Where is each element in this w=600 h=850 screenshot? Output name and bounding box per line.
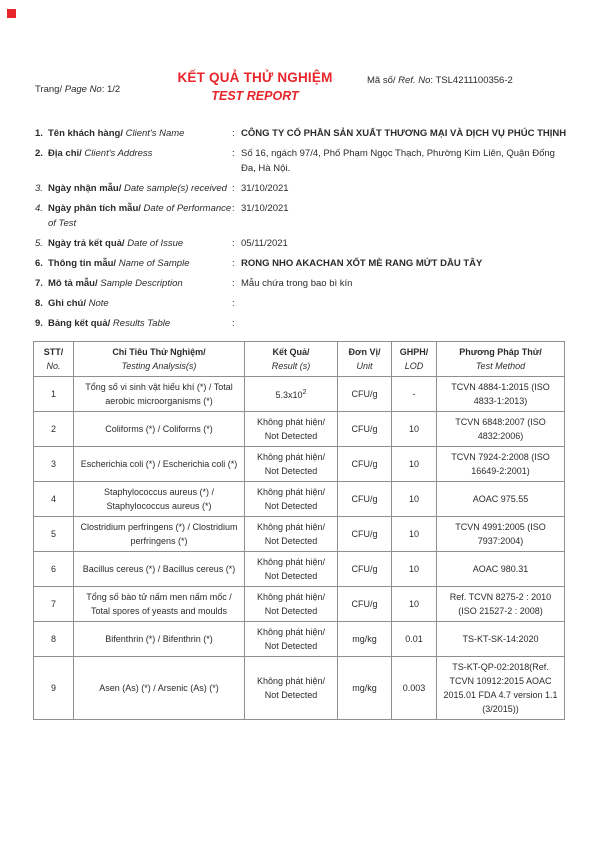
note-value: [241, 296, 570, 311]
page-number: [35, 84, 120, 95]
cell-analysis: Coliforms (*) / Coliforms (*): [74, 412, 245, 447]
cell-unit: CFU/g: [338, 447, 392, 482]
date-issue-value: 05/11/2021: [241, 238, 288, 249]
cell-method: TS-KT-QP-02:2018(Ref. TCVN 10912:2015 AOAC 2015.01 FDA 4.7 version 1.1 (3/2015)): [437, 657, 565, 720]
cell-analysis: Escherichia coli (*) / Escherichia coli (*): [74, 447, 245, 482]
table-row: [34, 412, 565, 447]
date-received-value: 31/10/2021: [241, 183, 289, 194]
item-number: 9.: [35, 318, 43, 329]
cell-unit: CFU/g: [338, 482, 392, 517]
cell-no: 9: [34, 657, 74, 720]
cell-result: Không phát hiện/ Not Detected: [245, 482, 338, 517]
col-header-unit: Đơn Vị/ Unit: [338, 342, 392, 377]
cell-no: 7: [34, 587, 74, 622]
cell-analysis: Bacillus cereus (*) / Bacillus cereus (*): [74, 552, 245, 587]
table-row: [34, 587, 565, 622]
ref-value: : TSL4211100356-2: [430, 75, 513, 86]
cell-result: Không phát hiện/ Not Detected: [245, 447, 338, 482]
info-row-date-performance: [35, 201, 570, 231]
table-row: [34, 517, 565, 552]
item-label: Thông tin mẫu/ Name of Sample: [48, 258, 190, 269]
cell-analysis: Bifenthrin (*) / Bifenthrin (*): [74, 622, 245, 657]
report-header: [0, 0, 600, 126]
colon: :: [232, 318, 235, 329]
cell-no: 6: [34, 552, 74, 587]
cell-lod: 10: [392, 587, 437, 622]
cell-result: Không phát hiện/ Not Detected: [245, 552, 338, 587]
results-table: [33, 341, 565, 720]
cell-unit: CFU/g: [338, 552, 392, 587]
cell-lod: 0.01: [392, 622, 437, 657]
cell-unit: mg/kg: [338, 622, 392, 657]
cell-method: TCVN 4991:2005 (ISO 7937:2004): [437, 517, 565, 552]
ref-number: [367, 75, 513, 86]
cell-unit: CFU/g: [338, 412, 392, 447]
item-number: 3.: [35, 183, 43, 194]
table-row: [34, 377, 565, 412]
cell-method: AOAC 980.31: [437, 552, 565, 587]
item-number: 8.: [35, 298, 43, 309]
table-row: [34, 447, 565, 482]
cell-method: TS-KT-SK-14:2020: [437, 622, 565, 657]
item-label: Địa chỉ/ Client's Address: [48, 148, 153, 159]
cell-unit: CFU/g: [338, 377, 392, 412]
item-label: Ghi chú/ Note: [48, 298, 109, 309]
ref-label-en: Ref. No: [395, 75, 431, 86]
col-header-lod: GHPH/ LOD: [392, 342, 437, 377]
col-header-analysis: Chỉ Tiêu Thử Nghiệm/ Testing Analysis(s): [74, 342, 245, 377]
sample-description-value: Mẫu chứa trong bao bì kín: [241, 278, 353, 289]
cell-result: $5.3x10^2$: [245, 377, 338, 412]
info-row-sample-description: [35, 276, 570, 291]
cell-unit: mg/kg: [338, 657, 392, 720]
cell-result: Không phát hiện/ Not Detected: [245, 412, 338, 447]
cell-unit: CFU/g: [338, 587, 392, 622]
item-number: 4.: [35, 203, 43, 214]
page-label-en: Page No: [62, 84, 102, 95]
col-header-stt: STT/ No.: [34, 342, 74, 377]
cell-result: Không phát hiện/ Not Detected: [245, 587, 338, 622]
table-header-row: [34, 342, 565, 377]
colon: :: [232, 238, 235, 249]
cell-lod: 10: [392, 447, 437, 482]
cell-analysis: Tổng số vi sinh vật hiếu khí (*) / Total aerobic microorganisms (*): [74, 377, 245, 412]
cell-no: 3: [34, 447, 74, 482]
col-header-result: Kết Quả/ Result (s): [245, 342, 338, 377]
cell-lod: 10: [392, 552, 437, 587]
colon: :: [232, 128, 235, 139]
item-label: Bảng kết quả/ Results Table: [48, 318, 171, 329]
cell-unit: CFU/g: [338, 517, 392, 552]
item-label: Tên khách hàng/ Client's Name: [48, 128, 185, 139]
info-row-client-address: [35, 146, 570, 176]
item-number: 5.: [35, 238, 43, 249]
results-table-label-value: [241, 316, 570, 331]
sample-info-list: [35, 126, 570, 331]
table-row: [34, 552, 565, 587]
cell-no: 8: [34, 622, 74, 657]
title-english: TEST REPORT: [211, 89, 299, 103]
table-row: [34, 657, 565, 720]
client-name-value: CÔNG TY CỔ PHẦN SẢN XUẤT THƯƠNG MẠI VÀ DỊCH VỤ PHÚC THỊNH: [241, 128, 567, 139]
cell-method: AOAC 975.55: [437, 482, 565, 517]
title-vietnamese: KẾT QUẢ THỬ NGHIỆM: [177, 70, 333, 85]
report-title: [150, 70, 360, 103]
cell-lod: -: [392, 377, 437, 412]
cell-no: 5: [34, 517, 74, 552]
colon: :: [232, 298, 235, 309]
colon: :: [232, 203, 235, 214]
cell-result: Không phát hiện/ Not Detected: [245, 517, 338, 552]
cell-no: 1: [34, 377, 74, 412]
sample-name-value: RONG NHO AKACHAN XỐT MÈ RANG MỨT DẦU TÂY: [241, 258, 483, 269]
cell-lod: 10: [392, 482, 437, 517]
cell-result: Không phát hiện/ Not Detected: [245, 622, 338, 657]
item-number: 7.: [35, 278, 43, 289]
cell-lod: 0.003: [392, 657, 437, 720]
cell-method: TCVN 6848:2007 (ISO 4832:2006): [437, 412, 565, 447]
cell-method: TCVN 7924-2:2008 (ISO 16649-2:2001): [437, 447, 565, 482]
cell-lod: 10: [392, 517, 437, 552]
info-row-results-table-label: [35, 316, 570, 331]
date-performance-value: 31/10/2021: [241, 203, 289, 214]
item-label: Mô tả mẫu/ Sample Description: [48, 278, 183, 289]
table-row: [34, 622, 565, 657]
info-row-client-name: [35, 126, 570, 141]
cell-method: Ref. TCVN 8275-2 : 2010 (ISO 21527-2 : 2008): [437, 587, 565, 622]
cell-lod: 10: [392, 412, 437, 447]
client-address-value: Số 16, ngách 97/4, Phố Phạm Ngọc Thạch, Phường Kim Liên, Quận Đống Đa, Hà Nội.: [241, 148, 555, 174]
cell-analysis: Staphylococcus aureus (*) / Staphylococcus aureus (*): [74, 482, 245, 517]
item-number: 6.: [35, 258, 43, 269]
info-row-date-received: [35, 181, 570, 196]
cell-result: Không phát hiện/ Not Detected: [245, 657, 338, 720]
page-label-vn: Trang/: [35, 84, 63, 95]
page-value: : 1/2: [101, 84, 121, 95]
cell-analysis: Asen (As) (*) / Arsenic (As) (*): [74, 657, 245, 720]
item-label: Ngày trả kết quả/ Date of Issue: [48, 238, 184, 249]
item-number: 1.: [35, 128, 43, 139]
cell-analysis: Tổng số bào tử nấm men nấm mốc / Total spores of yeasts and moulds: [74, 587, 245, 622]
ref-label-vn: Mã số/: [367, 75, 396, 86]
cell-no: 2: [34, 412, 74, 447]
item-label: Ngày nhận mẫu/ Date sample(s) received: [48, 183, 227, 194]
colon: :: [232, 278, 235, 289]
cell-no: 4: [34, 482, 74, 517]
colon: :: [232, 148, 235, 159]
info-row-sample-name: [35, 256, 570, 271]
info-row-date-issue: [35, 236, 570, 251]
colon: :: [232, 183, 235, 194]
col-header-method: Phương Pháp Thử/ Test Method: [437, 342, 565, 377]
cell-method: TCVN 4884-1:2015 (ISO 4833-1:2013): [437, 377, 565, 412]
item-number: 2.: [35, 148, 43, 159]
cell-analysis: Clostridium perfringens (*) / Clostridium perfringens (*): [74, 517, 245, 552]
table-row: [34, 482, 565, 517]
item-label: Ngày phân tích mẫu/ Date of Performance of Test: [48, 203, 232, 229]
info-row-note: [35, 296, 570, 311]
colon: :: [232, 258, 235, 269]
